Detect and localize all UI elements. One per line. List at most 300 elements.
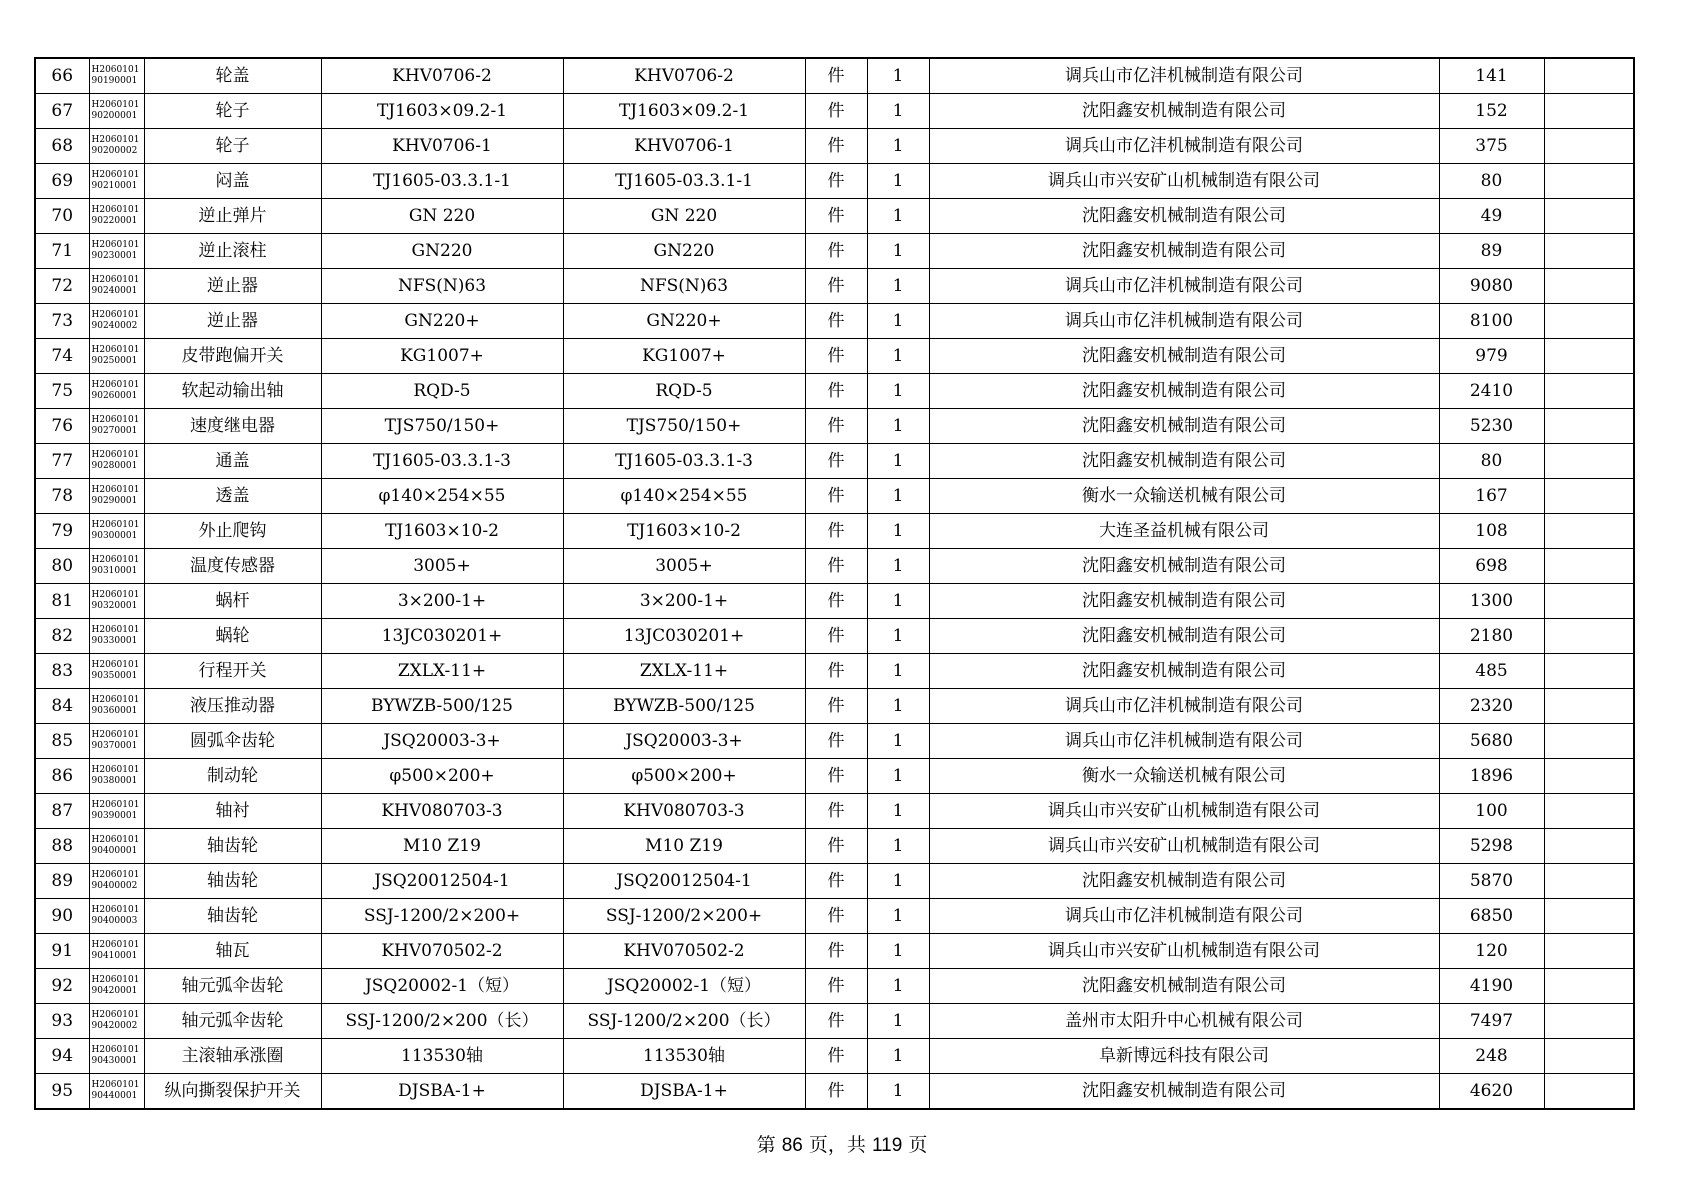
quantity-cell: 1 (867, 234, 929, 269)
price-cell: 5230 (1439, 409, 1544, 444)
price-cell: 7497 (1439, 1004, 1544, 1039)
unit-cell: 件 (805, 164, 867, 199)
supplier-cell: 调兵山市亿沣机械制造有限公司 (929, 304, 1439, 339)
model-cell: KHV080703-3 (563, 794, 805, 829)
unit-cell: 件 (805, 234, 867, 269)
unit-cell: 件 (805, 969, 867, 1004)
spec-cell: GN 220 (321, 199, 563, 234)
material-code-line-2: 90400001 (91, 846, 138, 856)
supplier-cell: 沈阳鑫安机械制造有限公司 (929, 549, 1439, 584)
row-number-cell: 81 (35, 584, 89, 619)
remark-cell (1544, 479, 1634, 514)
spec-cell: JSQ20003-3+ (321, 724, 563, 759)
spec-cell: JSQ20012504-1 (321, 864, 563, 899)
unit-cell: 件 (805, 794, 867, 829)
material-code-cell (89, 724, 144, 759)
remark-cell (1544, 339, 1634, 374)
table-row (35, 864, 1634, 899)
model-cell: KHV0706-2 (563, 58, 805, 94)
material-code-cell (89, 269, 144, 304)
table-row (35, 654, 1634, 689)
quantity-cell: 1 (867, 549, 929, 584)
supplier-cell: 调兵山市亿沣机械制造有限公司 (929, 269, 1439, 304)
material-code-line-2: 90200001 (91, 111, 138, 121)
quantity-cell: 1 (867, 864, 929, 899)
material-code-line-1: H2060101 (91, 240, 140, 250)
material-code-line-2: 90360001 (91, 706, 138, 716)
part-name-cell: 轴齿轮 (144, 864, 321, 899)
material-code-line-1: H2060101 (91, 310, 140, 320)
row-number-cell: 68 (35, 129, 89, 164)
part-name-cell: 轴元弧伞齿轮 (144, 1004, 321, 1039)
material-code-cell (89, 1039, 144, 1074)
part-name-cell: 液压推动器 (144, 689, 321, 724)
quantity-cell: 1 (867, 829, 929, 864)
material-code-cell (89, 94, 144, 129)
model-cell: SSJ-1200/2×200+ (563, 899, 805, 934)
material-code-cell (89, 619, 144, 654)
material-code-line-2: 90240002 (91, 321, 138, 331)
spec-cell: JSQ20002-1（短） (321, 969, 563, 1004)
quantity-cell: 1 (867, 94, 929, 129)
model-cell: RQD-5 (563, 374, 805, 409)
row-number-cell: 70 (35, 199, 89, 234)
part-name-cell: 通盖 (144, 444, 321, 479)
material-code-line-2: 90440001 (91, 1091, 138, 1101)
material-code-line-2: 90320001 (91, 601, 138, 611)
model-cell: KG1007+ (563, 339, 805, 374)
table-row (35, 829, 1634, 864)
material-code-line-1: H2060101 (91, 275, 140, 285)
material-code-line-1: H2060101 (91, 555, 140, 565)
table-row (35, 1004, 1634, 1039)
material-code-line-1: H2060101 (91, 660, 140, 670)
price-cell: 8100 (1439, 304, 1544, 339)
table-row (35, 549, 1634, 584)
row-number-cell: 66 (35, 58, 89, 94)
spec-cell: 3×200-1+ (321, 584, 563, 619)
supplier-cell: 沈阳鑫安机械制造有限公司 (929, 584, 1439, 619)
footer-total-pages: 119 (871, 1135, 903, 1156)
model-cell: GN 220 (563, 199, 805, 234)
model-cell: φ140×254×55 (563, 479, 805, 514)
table-row (35, 339, 1634, 374)
table-row (35, 1074, 1634, 1110)
table-row (35, 1039, 1634, 1074)
material-code-line-2: 90280001 (91, 461, 138, 471)
material-code-line-1: H2060101 (91, 345, 140, 355)
material-code-cell (89, 899, 144, 934)
material-code-cell (89, 514, 144, 549)
material-code-cell (89, 1074, 144, 1110)
material-code-line-2: 90200002 (91, 146, 138, 156)
parts-price-table (34, 57, 1635, 1110)
price-cell: 5298 (1439, 829, 1544, 864)
material-code-cell (89, 584, 144, 619)
material-code-cell (89, 934, 144, 969)
table-row (35, 584, 1634, 619)
material-code-line-1: H2060101 (91, 870, 140, 880)
row-number-cell: 85 (35, 724, 89, 759)
remark-cell (1544, 164, 1634, 199)
part-name-cell: 蜗轮 (144, 619, 321, 654)
material-code-line-2: 90300001 (91, 531, 138, 541)
price-cell: 2180 (1439, 619, 1544, 654)
material-code-line-2: 90430001 (91, 1056, 138, 1066)
quantity-cell: 1 (867, 269, 929, 304)
supplier-cell: 调兵山市兴安矿山机械制造有限公司 (929, 934, 1439, 969)
model-cell: TJ1603×10-2 (563, 514, 805, 549)
remark-cell (1544, 58, 1634, 94)
material-code-line-2: 90350001 (91, 671, 138, 681)
supplier-cell: 沈阳鑫安机械制造有限公司 (929, 1074, 1439, 1110)
part-name-cell: 逆止弹片 (144, 199, 321, 234)
unit-cell: 件 (805, 584, 867, 619)
part-name-cell: 行程开关 (144, 654, 321, 689)
unit-cell: 件 (805, 444, 867, 479)
material-code-line-1: H2060101 (91, 695, 140, 705)
supplier-cell: 沈阳鑫安机械制造有限公司 (929, 619, 1439, 654)
quantity-cell: 1 (867, 164, 929, 199)
supplier-cell: 调兵山市亿沣机械制造有限公司 (929, 58, 1439, 94)
row-number-cell: 92 (35, 969, 89, 1004)
row-number-cell: 77 (35, 444, 89, 479)
remark-cell (1544, 584, 1634, 619)
material-code-line-2: 90250001 (91, 356, 138, 366)
remark-cell (1544, 269, 1634, 304)
material-code-line-2: 90290001 (91, 496, 138, 506)
price-cell: 248 (1439, 1039, 1544, 1074)
remark-cell (1544, 129, 1634, 164)
model-cell: JSQ20002-1（短） (563, 969, 805, 1004)
material-code-line-1: H2060101 (91, 730, 140, 740)
quantity-cell: 1 (867, 759, 929, 794)
material-code-line-1: H2060101 (91, 380, 140, 390)
table-row (35, 164, 1634, 199)
material-code-line-2: 90310001 (91, 566, 138, 576)
remark-cell (1544, 549, 1634, 584)
part-name-cell: 纵向撕裂保护开关 (144, 1074, 321, 1110)
material-code-line-1: H2060101 (91, 1010, 140, 1020)
unit-cell: 件 (805, 94, 867, 129)
quantity-cell: 1 (867, 724, 929, 759)
remark-cell (1544, 759, 1634, 794)
remark-cell (1544, 374, 1634, 409)
spec-cell: TJ1605-03.3.1-1 (321, 164, 563, 199)
price-cell: 2410 (1439, 374, 1544, 409)
unit-cell: 件 (805, 829, 867, 864)
row-number-cell: 75 (35, 374, 89, 409)
unit-cell: 件 (805, 479, 867, 514)
part-name-cell: 外止爬钩 (144, 514, 321, 549)
material-code-cell (89, 234, 144, 269)
material-code-line-2: 90270001 (91, 426, 138, 436)
supplier-cell: 阜新博远科技有限公司 (929, 1039, 1439, 1074)
model-cell: φ500×200+ (563, 759, 805, 794)
remark-cell (1544, 1004, 1634, 1039)
quantity-cell: 1 (867, 794, 929, 829)
unit-cell: 件 (805, 58, 867, 94)
unit-cell: 件 (805, 304, 867, 339)
supplier-cell: 衡水一众输送机械有限公司 (929, 759, 1439, 794)
material-code-cell (89, 794, 144, 829)
material-code-line-1: H2060101 (91, 170, 140, 180)
table-row (35, 409, 1634, 444)
row-number-cell: 73 (35, 304, 89, 339)
price-cell: 80 (1439, 164, 1544, 199)
spec-cell: DJSBA-1+ (321, 1074, 563, 1110)
model-cell: DJSBA-1+ (563, 1074, 805, 1110)
quantity-cell: 1 (867, 339, 929, 374)
material-code-line-2: 90420001 (91, 986, 138, 996)
table-row (35, 269, 1634, 304)
part-name-cell: 轴衬 (144, 794, 321, 829)
row-number-cell: 93 (35, 1004, 89, 1039)
price-cell: 120 (1439, 934, 1544, 969)
quantity-cell: 1 (867, 584, 929, 619)
spec-cell: 3005+ (321, 549, 563, 584)
remark-cell (1544, 444, 1634, 479)
spec-cell: KG1007+ (321, 339, 563, 374)
model-cell: TJ1605-03.3.1-1 (563, 164, 805, 199)
spec-cell: TJ1603×10-2 (321, 514, 563, 549)
model-cell: 3×200-1+ (563, 584, 805, 619)
part-name-cell: 软起动输出轴 (144, 374, 321, 409)
model-cell: 3005+ (563, 549, 805, 584)
part-name-cell: 轮子 (144, 94, 321, 129)
table-row (35, 724, 1634, 759)
supplier-cell: 沈阳鑫安机械制造有限公司 (929, 444, 1439, 479)
material-code-line-2: 90390001 (91, 811, 138, 821)
unit-cell: 件 (805, 934, 867, 969)
unit-cell: 件 (805, 549, 867, 584)
model-cell: 113530轴 (563, 1039, 805, 1074)
table-row (35, 759, 1634, 794)
table-row (35, 444, 1634, 479)
spec-cell: BYWZB-500/125 (321, 689, 563, 724)
model-cell: BYWZB-500/125 (563, 689, 805, 724)
quantity-cell: 1 (867, 899, 929, 934)
material-code-line-2: 90420002 (91, 1021, 138, 1031)
part-name-cell: 速度继电器 (144, 409, 321, 444)
spec-cell: ZXLX-11+ (321, 654, 563, 689)
row-number-cell: 88 (35, 829, 89, 864)
supplier-cell: 沈阳鑫安机械制造有限公司 (929, 234, 1439, 269)
remark-cell (1544, 794, 1634, 829)
price-cell: 485 (1439, 654, 1544, 689)
model-cell: KHV0706-1 (563, 129, 805, 164)
model-cell: NFS(N)63 (563, 269, 805, 304)
footer-current-page: 86 (781, 1135, 803, 1156)
material-code-cell (89, 829, 144, 864)
material-code-line-2: 90330001 (91, 636, 138, 646)
table-row (35, 689, 1634, 724)
footer-middle: 页，共 (808, 1134, 866, 1156)
material-code-line-1: H2060101 (91, 590, 140, 600)
remark-cell (1544, 234, 1634, 269)
supplier-cell: 调兵山市亿沣机械制造有限公司 (929, 129, 1439, 164)
material-code-line-2: 90220001 (91, 216, 138, 226)
remark-cell (1544, 1074, 1634, 1110)
spec-cell: M10 Z19 (321, 829, 563, 864)
table-row (35, 514, 1634, 549)
material-code-cell (89, 129, 144, 164)
price-cell: 4190 (1439, 969, 1544, 1004)
material-code-line-1: H2060101 (91, 135, 140, 145)
material-code-cell (89, 199, 144, 234)
remark-cell (1544, 724, 1634, 759)
material-code-cell (89, 409, 144, 444)
unit-cell: 件 (805, 409, 867, 444)
quantity-cell: 1 (867, 129, 929, 164)
material-code-line-1: H2060101 (91, 485, 140, 495)
material-code-line-1: H2060101 (91, 450, 140, 460)
quantity-cell: 1 (867, 619, 929, 654)
table-row (35, 58, 1634, 94)
remark-cell (1544, 934, 1634, 969)
material-code-line-2: 90400002 (91, 881, 138, 891)
row-number-cell: 69 (35, 164, 89, 199)
row-number-cell: 71 (35, 234, 89, 269)
spec-cell: SSJ-1200/2×200+ (321, 899, 563, 934)
material-code-line-2: 90190001 (91, 76, 138, 86)
table-row (35, 934, 1634, 969)
supplier-cell: 调兵山市兴安矿山机械制造有限公司 (929, 164, 1439, 199)
model-cell: JSQ20003-3+ (563, 724, 805, 759)
supplier-cell: 调兵山市亿沣机械制造有限公司 (929, 689, 1439, 724)
table-row (35, 374, 1634, 409)
part-name-cell: 制动轮 (144, 759, 321, 794)
table-row (35, 304, 1634, 339)
spec-cell: GN220 (321, 234, 563, 269)
material-code-cell (89, 549, 144, 584)
material-code-line-2: 90260001 (91, 391, 138, 401)
remark-cell (1544, 689, 1634, 724)
material-code-line-1: H2060101 (91, 800, 140, 810)
spec-cell: KHV080703-3 (321, 794, 563, 829)
supplier-cell: 调兵山市兴安矿山机械制造有限公司 (929, 829, 1439, 864)
quantity-cell: 1 (867, 444, 929, 479)
supplier-cell: 调兵山市亿沣机械制造有限公司 (929, 724, 1439, 759)
table-row (35, 619, 1634, 654)
model-cell: GN220 (563, 234, 805, 269)
model-cell: JSQ20012504-1 (563, 864, 805, 899)
price-cell: 375 (1439, 129, 1544, 164)
remark-cell (1544, 409, 1634, 444)
unit-cell: 件 (805, 689, 867, 724)
material-code-cell (89, 864, 144, 899)
price-cell: 108 (1439, 514, 1544, 549)
supplier-cell: 沈阳鑫安机械制造有限公司 (929, 654, 1439, 689)
page-footer (0, 1130, 1684, 1157)
supplier-cell: 沈阳鑫安机械制造有限公司 (929, 409, 1439, 444)
row-number-cell: 84 (35, 689, 89, 724)
row-number-cell: 87 (35, 794, 89, 829)
part-name-cell: 轮子 (144, 129, 321, 164)
price-cell: 9080 (1439, 269, 1544, 304)
supplier-cell: 调兵山市兴安矿山机械制造有限公司 (929, 794, 1439, 829)
table-row (35, 94, 1634, 129)
price-cell: 100 (1439, 794, 1544, 829)
material-code-cell (89, 164, 144, 199)
spec-cell: φ140×254×55 (321, 479, 563, 514)
price-cell: 141 (1439, 58, 1544, 94)
quantity-cell: 1 (867, 969, 929, 1004)
material-code-line-1: H2060101 (91, 415, 140, 425)
spec-cell: RQD-5 (321, 374, 563, 409)
material-code-line-2: 90400003 (91, 916, 138, 926)
material-code-cell (89, 304, 144, 339)
remark-cell (1544, 654, 1634, 689)
model-cell: GN220+ (563, 304, 805, 339)
quantity-cell: 1 (867, 1039, 929, 1074)
remark-cell (1544, 199, 1634, 234)
quantity-cell: 1 (867, 934, 929, 969)
unit-cell: 件 (805, 619, 867, 654)
row-number-cell: 74 (35, 339, 89, 374)
price-cell: 2320 (1439, 689, 1544, 724)
row-number-cell: 78 (35, 479, 89, 514)
row-number-cell: 83 (35, 654, 89, 689)
table-row (35, 899, 1634, 934)
part-name-cell: 蜗杆 (144, 584, 321, 619)
footer-prefix: 第 (756, 1134, 776, 1156)
unit-cell: 件 (805, 654, 867, 689)
remark-cell (1544, 514, 1634, 549)
spec-cell: TJ1605-03.3.1-3 (321, 444, 563, 479)
material-code-cell (89, 374, 144, 409)
quantity-cell: 1 (867, 514, 929, 549)
row-number-cell: 67 (35, 94, 89, 129)
spec-cell: TJS750/150+ (321, 409, 563, 444)
material-code-cell (89, 339, 144, 374)
part-name-cell: 皮带跑偏开关 (144, 339, 321, 374)
material-code-line-2: 90230001 (91, 251, 138, 261)
material-code-line-1: H2060101 (91, 940, 140, 950)
material-code-line-1: H2060101 (91, 520, 140, 530)
quantity-cell: 1 (867, 374, 929, 409)
price-cell: 698 (1439, 549, 1544, 584)
table-row (35, 969, 1634, 1004)
material-code-line-1: H2060101 (91, 625, 140, 635)
supplier-cell: 沈阳鑫安机械制造有限公司 (929, 339, 1439, 374)
material-code-cell (89, 58, 144, 94)
supplier-cell: 大连圣益机械有限公司 (929, 514, 1439, 549)
row-number-cell: 76 (35, 409, 89, 444)
model-cell: KHV070502-2 (563, 934, 805, 969)
part-name-cell: 轴瓦 (144, 934, 321, 969)
material-code-line-1: H2060101 (91, 765, 140, 775)
spec-cell: 13JC030201+ (321, 619, 563, 654)
unit-cell: 件 (805, 864, 867, 899)
supplier-cell: 沈阳鑫安机械制造有限公司 (929, 374, 1439, 409)
unit-cell: 件 (805, 1074, 867, 1110)
footer-suffix: 页 (908, 1134, 928, 1156)
part-name-cell: 闷盖 (144, 164, 321, 199)
part-name-cell: 主滚轴承涨圈 (144, 1039, 321, 1074)
quantity-cell: 1 (867, 409, 929, 444)
spec-cell: KHV0706-1 (321, 129, 563, 164)
quantity-cell: 1 (867, 1004, 929, 1039)
row-number-cell: 86 (35, 759, 89, 794)
model-cell: TJS750/150+ (563, 409, 805, 444)
unit-cell: 件 (805, 1039, 867, 1074)
spec-cell: 113530轴 (321, 1039, 563, 1074)
material-code-line-1: H2060101 (91, 835, 140, 845)
material-code-line-2: 90410001 (91, 951, 138, 961)
part-name-cell: 逆止器 (144, 269, 321, 304)
material-code-line-1: H2060101 (91, 975, 140, 985)
